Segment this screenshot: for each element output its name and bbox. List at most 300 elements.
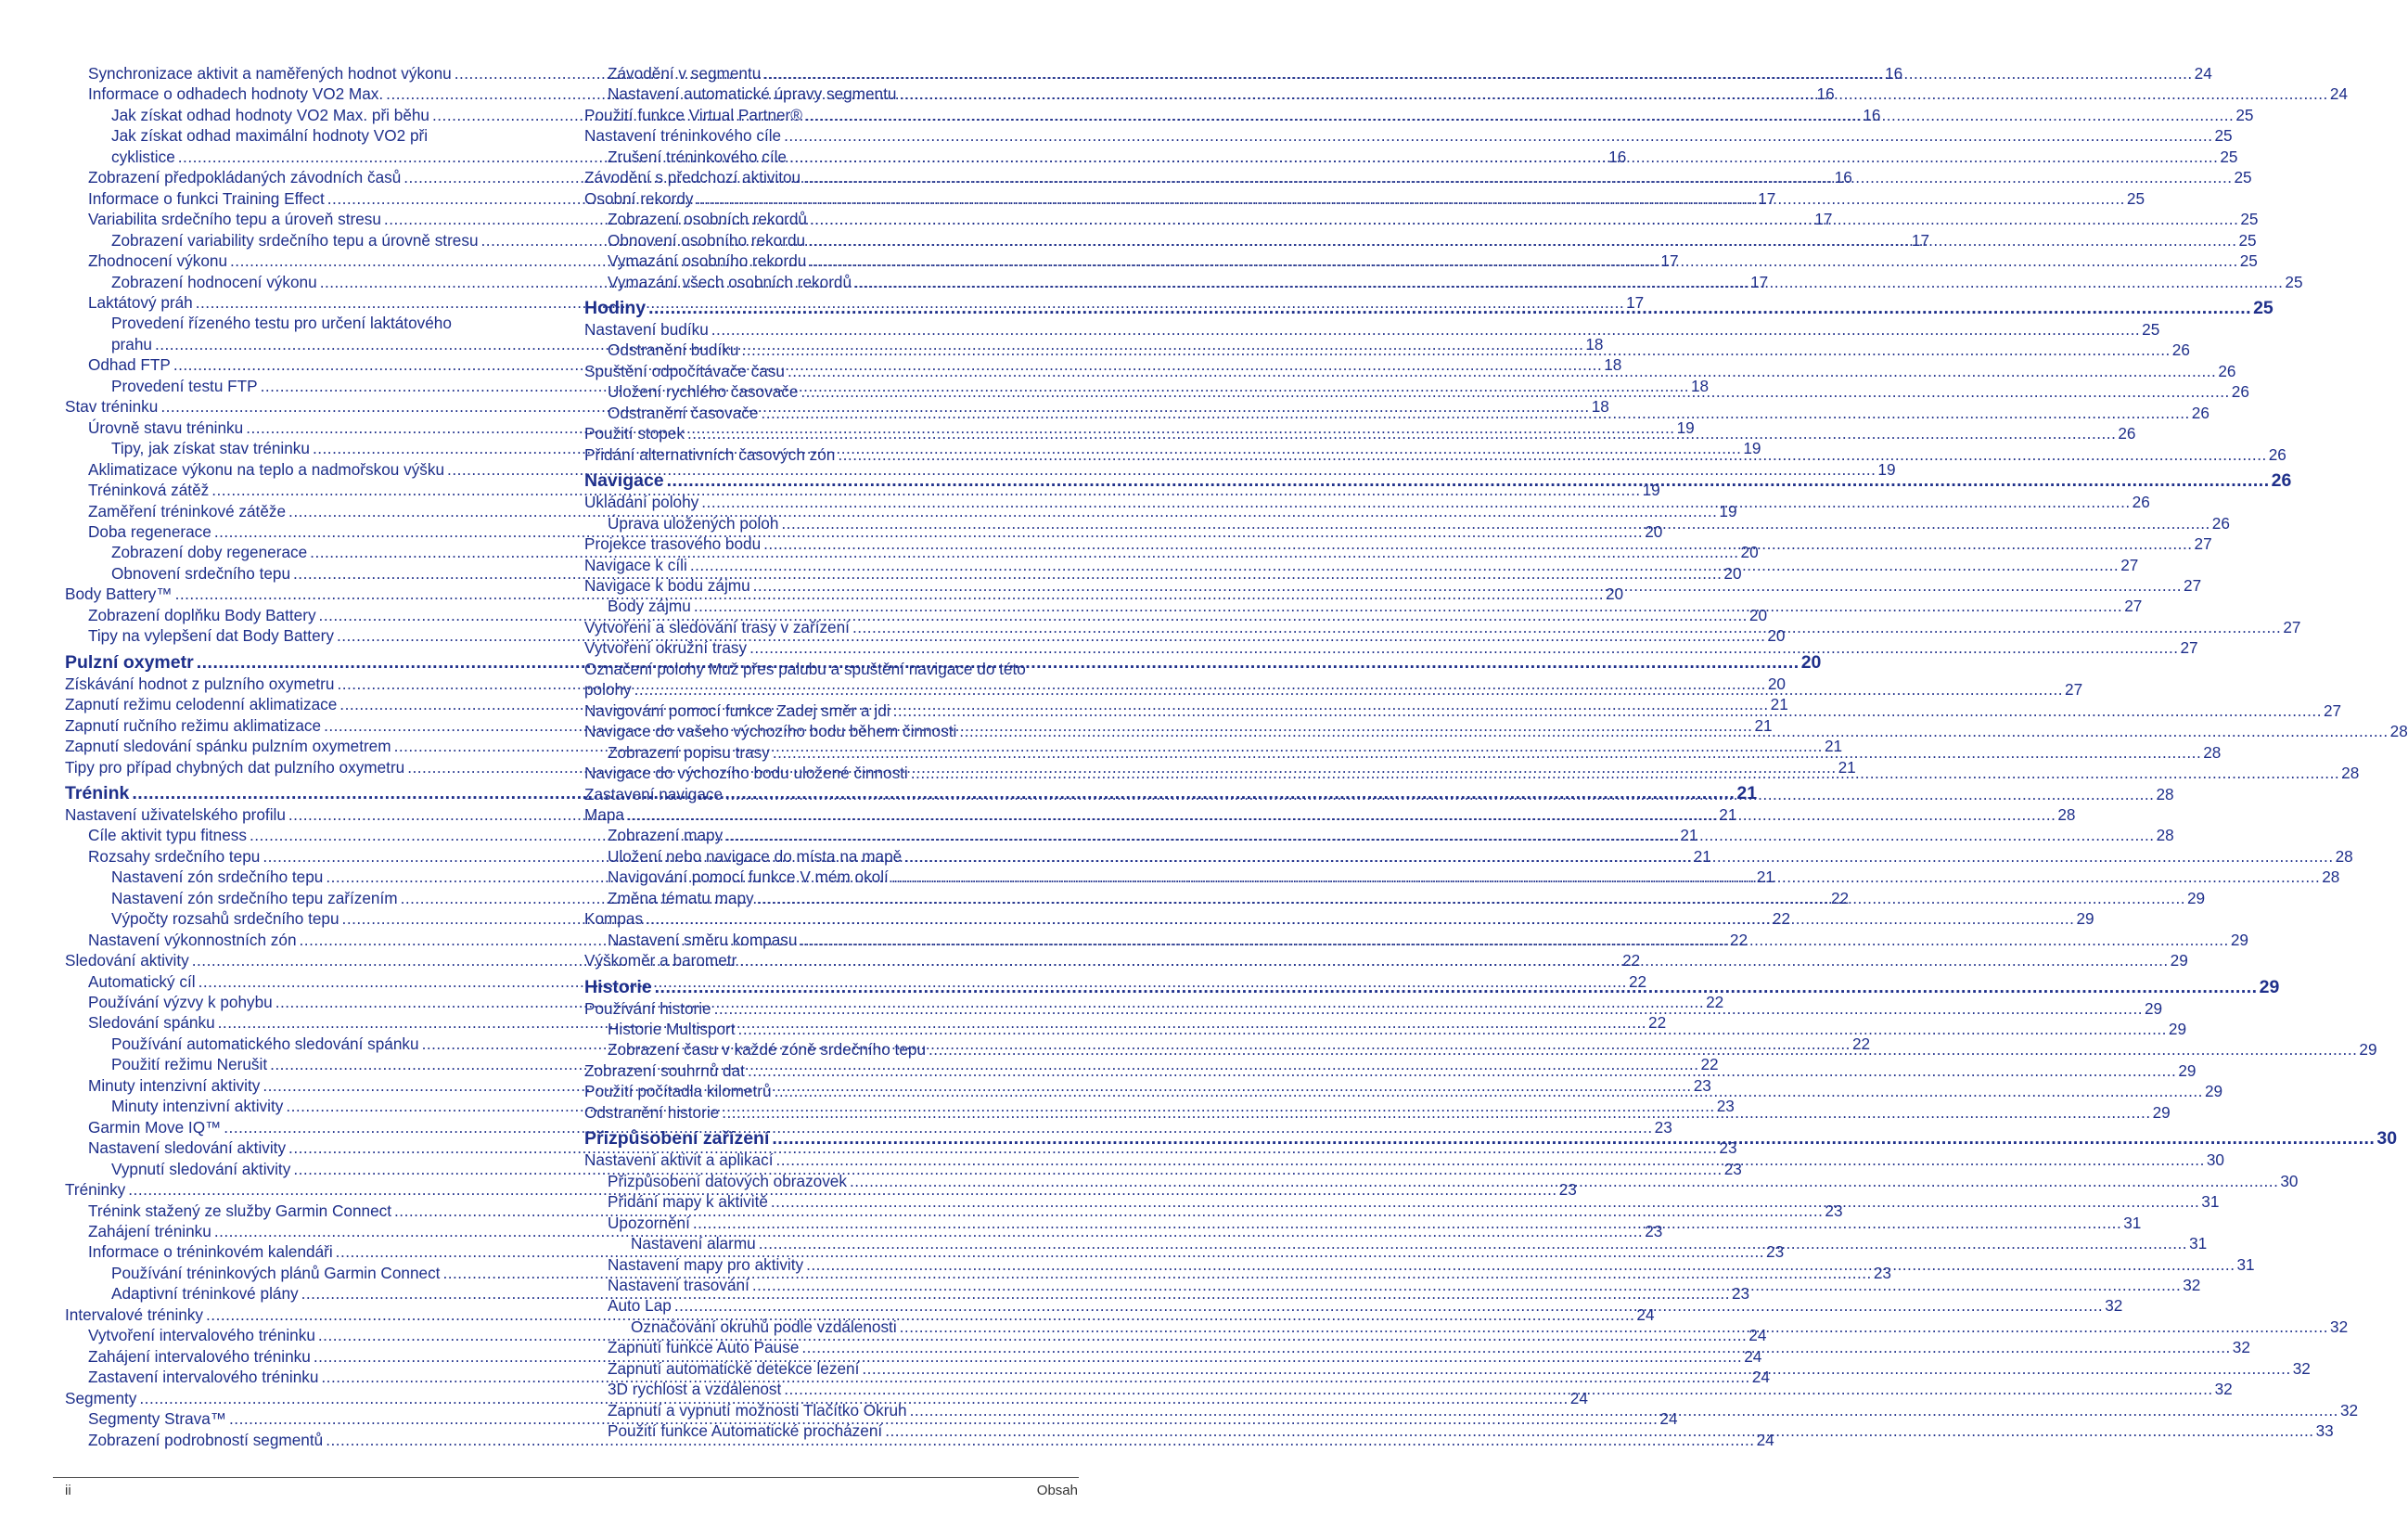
- toc-page-number: 18: [1604, 355, 1622, 375]
- toc-page-number: 24: [1636, 1304, 1655, 1324]
- toc-dot-leader: [805, 105, 2234, 125]
- toc-entry-title: Zobrazení osobních rekordů: [608, 210, 807, 229]
- toc-dot-leader: [687, 423, 2116, 443]
- toc-page-number: 30: [2206, 1150, 2224, 1170]
- toc-page-number: 16: [1885, 64, 1903, 83]
- toc-entry-title: Tipy, jak získat stav tréninku: [111, 439, 310, 458]
- toc-page-number: 29: [2076, 909, 2094, 929]
- toc-entry-title: Nastavení alarmu: [631, 1234, 756, 1253]
- toc-entry-title: Sledování spánku: [88, 1013, 215, 1033]
- toc-entry[interactable]: [65, 459, 1896, 480]
- toc-entry-title: Upozornění: [608, 1213, 690, 1232]
- toc-entry-title: polohy: [584, 680, 632, 700]
- toc-page-number: 29: [2230, 930, 2248, 949]
- toc-page-number: 27: [2124, 597, 2143, 616]
- toc-dot-leader: [646, 908, 2074, 929]
- toc-dot-leader: [809, 251, 2237, 271]
- toc-page-number: 20: [1767, 674, 1786, 693]
- toc-entry-title: Nastavení výkonnostních zón: [88, 930, 297, 949]
- toc-dot-leader: [701, 492, 2130, 512]
- toc-entry-title: Nastavení mapy pro aktivity: [608, 1254, 804, 1274]
- toc-dot-leader: [904, 846, 2333, 867]
- toc-entry-title: Nastavení zón srdečního tepu zařízením: [111, 888, 398, 907]
- toc-page-number: 22: [1622, 951, 1641, 970]
- toc-entry-title: Nastavení trasování: [608, 1276, 749, 1295]
- toc-dot-leader: [749, 637, 2178, 658]
- toc-entry-title: Tipy pro případ chybných dat pulzního oxymetru: [65, 757, 405, 777]
- toc-entry-title: Zobrazení doplňku Body Battery: [88, 605, 316, 624]
- toc-page-number: 29: [2145, 998, 2163, 1018]
- toc-dot-leader: [784, 125, 2212, 146]
- toc-page-number: 24: [1748, 1326, 1767, 1345]
- toc-page-number: 17: [1814, 210, 1833, 229]
- toc-page-number: 25: [2285, 272, 2303, 291]
- toc-dot-leader: [862, 1358, 2290, 1379]
- toc-page-number: 18: [1585, 334, 1604, 353]
- toc-entry-title: Nastavení zón srdečního tepu: [111, 867, 324, 887]
- toc-page-number: 25: [2126, 188, 2145, 208]
- toc-page-number: 20: [1645, 521, 1663, 541]
- toc-page-number: 28: [2156, 784, 2174, 803]
- toc-dot-leader: [789, 147, 2218, 167]
- toc-entry-title: Nastavení sledování aktivity: [88, 1138, 287, 1158]
- toc-entry-title: Navigace do výchozího bodu uložené činnosti: [584, 764, 908, 783]
- toc-entry-title: Přidání alternativních časových zón: [584, 444, 836, 464]
- toc-entry-title: Zobrazení hodnocení výkonu: [111, 272, 317, 291]
- toc-entry-title: Zapnutí sledování spánku pulzním oxymetrem: [65, 737, 391, 756]
- toc-entry[interactable]: [65, 125, 558, 146]
- toc-entry-title: Odstranění budíku: [608, 340, 739, 360]
- toc-entry[interactable]: [65, 1117, 1672, 1137]
- toc-page-number: 26: [2268, 444, 2286, 464]
- toc-entry-title: Navigování pomocí funkce Zadej směr a jdi: [584, 700, 890, 720]
- toc-page-number: 22: [1700, 1055, 1719, 1074]
- toc-page-number: 25: [2234, 168, 2252, 187]
- toc-dot-leader: [752, 1275, 2181, 1295]
- toc-entry-title: Aklimatizace výkonu na teplo a nadmořskou výšku: [88, 459, 445, 479]
- toc-page-number: 32: [2183, 1276, 2201, 1295]
- toc-entry-title: Přizpůsobení zařízení: [584, 1128, 770, 1150]
- toc-page-number: 26: [2271, 470, 2292, 492]
- toc-page-number: 24: [1569, 1388, 1588, 1407]
- toc-entry-title: Označování okruhů podle vzdálenosti: [631, 1317, 897, 1336]
- toc-page-number: 25: [2253, 297, 2274, 318]
- toc-page-number: 32: [2232, 1338, 2250, 1357]
- toc-page-number: 27: [2065, 680, 2083, 700]
- toc-entry[interactable]: [584, 319, 2160, 340]
- toc-page-number: 20: [1723, 563, 1742, 583]
- toc-entry-title: Doba regenerace: [88, 521, 211, 541]
- toc-dot-leader: [759, 1233, 2187, 1253]
- toc-page-number: 21: [1680, 826, 1698, 845]
- toc-dot-leader: [655, 976, 2258, 998]
- toc-page-number: 30: [2280, 1171, 2299, 1190]
- toc-page-number: 21: [1693, 846, 1711, 866]
- toc-dot-leader: [761, 403, 2189, 423]
- toc-entry-title: Používání automatického sledování spánku: [111, 1034, 419, 1053]
- toc-dot-leader: [838, 444, 2266, 465]
- toc-entry-title: Odstranění historie: [584, 1102, 720, 1122]
- toc-entry-title: Použití funkce Automatické procházení: [608, 1421, 883, 1441]
- toc-page-number: 26: [2171, 340, 2190, 360]
- toc-dot-leader: [725, 784, 2154, 804]
- toc-entry-title: Zapnutí režimu celodenní aklimatizace: [65, 695, 338, 714]
- toc-entry-title: Zobrazení doby regenerace: [111, 543, 308, 562]
- toc-entry[interactable]: [584, 637, 2198, 658]
- toc-dot-leader: [773, 742, 2201, 763]
- toc-entry-title: 3D rychlost a vzdálenost: [608, 1380, 782, 1399]
- toc-entry-title: Stav tréninku: [65, 397, 159, 417]
- toc-entry-title: Zaměření tréninkové zátěže: [88, 501, 287, 520]
- toc-page-number: 32: [2214, 1380, 2233, 1399]
- toc-page-number: 24: [1659, 1409, 1678, 1429]
- toc-entry-title: Auto Lap: [608, 1296, 672, 1316]
- toc-page-number: 24: [1751, 1368, 1770, 1387]
- toc-entry-title: Vytvoření a sledování trasy v zařízení: [584, 617, 850, 636]
- toc-dot-leader: [772, 1127, 2375, 1150]
- toc-page-number: 21: [1770, 695, 1788, 714]
- toc-entry-title: Zapnutí automatické detekce lezení: [608, 1358, 860, 1378]
- toc-page-number: 27: [2184, 575, 2202, 595]
- toc-entry-title: Zrušení tréninkového cíle: [608, 147, 787, 166]
- toc-page-number: 19: [1642, 481, 1660, 500]
- toc-entry-title: Nastavení tréninkového cíle: [584, 126, 782, 146]
- toc-entry-title: Nastavení budíku: [584, 319, 709, 339]
- toc-entry-title: Zobrazení mapy: [608, 826, 724, 845]
- toc-page-number: 29: [2178, 1060, 2197, 1080]
- toc-page-number: 25: [2239, 251, 2258, 271]
- toc-entry-title: Segmenty: [65, 1388, 137, 1407]
- toc-page-number: 23: [1723, 1159, 1742, 1178]
- toc-page-number: 29: [2359, 1040, 2377, 1060]
- toc-entry-title: Minuty intenzivní aktivity: [111, 1097, 284, 1116]
- toc-page-number: 17: [1911, 230, 1930, 250]
- toc-entry-title: Kompas: [584, 909, 644, 929]
- toc-page-number: 22: [1830, 888, 1850, 907]
- toc-dot-leader: [911, 763, 2339, 783]
- toc-page-number: 23: [1731, 1284, 1750, 1304]
- toc-dot-leader: [748, 1060, 2176, 1081]
- toc-entry-title: Zapnutí a vypnutí možnosti Tlačítko Okruh: [608, 1400, 907, 1420]
- toc-entry-title: prahu: [111, 334, 152, 353]
- toc-page-number: 27: [2180, 638, 2198, 658]
- toc-page-number: 22: [1772, 909, 1791, 929]
- toc-entry-title: Tréninky: [65, 1180, 126, 1200]
- toc-page-number: 21: [1719, 804, 1737, 824]
- toc-entry-title: Přidání mapy k aktivitě: [608, 1192, 768, 1212]
- toc-page-number: 21: [1756, 867, 1774, 887]
- toc-page-number: 18: [1691, 376, 1710, 395]
- toc-entry-title: Variabilita srdečního tepu a úroveň stresu: [88, 210, 381, 229]
- toc-dot-leader: [711, 319, 2140, 340]
- toc-entry-title: Provedení testu FTP: [111, 376, 258, 395]
- toc-entry-title: Mapa: [584, 804, 624, 824]
- toc-entry-title: Laktátový práh: [88, 292, 193, 312]
- toc-dot-leader: [757, 888, 2185, 908]
- toc-entry-title: Minuty intenzivní aktivity: [88, 1075, 261, 1095]
- toc-page-number: 26: [2218, 361, 2236, 380]
- toc-dot-leader: [893, 700, 2322, 721]
- toc-entry-title: Zahájení tréninku: [88, 1222, 211, 1241]
- toc-page-number: 20: [1767, 626, 1786, 646]
- toc-entry-title: cyklistice: [111, 147, 175, 166]
- toc-dot-leader: [885, 1420, 2313, 1441]
- toc-page-number: 32: [2292, 1358, 2311, 1378]
- toc-entry-title: Přizpůsobení datových obrazovek: [608, 1171, 847, 1190]
- toc-page-number: 28: [2341, 764, 2360, 783]
- toc-dot-leader: [854, 272, 2283, 292]
- toc-dot-leader: [806, 1254, 2235, 1275]
- toc-page-number: 25: [2240, 210, 2259, 229]
- toc-entry-title: Vypnutí sledování aktivity: [111, 1159, 291, 1178]
- toc-entry-title: Úprava uložených poloh: [608, 513, 779, 533]
- toc-entry-title: Rozsahy srdečního tepu: [88, 846, 261, 866]
- toc-page-number: 28: [2203, 742, 2222, 762]
- toc-page-number: 25: [2235, 105, 2254, 124]
- toc-entry-title: Nastavení automatické úpravy segmentu: [608, 84, 897, 104]
- toc-entry-title: Nastavení aktivit a aplikací: [584, 1150, 774, 1170]
- toc-page-number: 31: [2123, 1213, 2142, 1232]
- toc-dot-leader: [722, 1102, 2150, 1123]
- toc-page-number: 26: [2191, 403, 2209, 422]
- toc-entry[interactable]: [584, 659, 1078, 679]
- toc-dot-leader: [763, 533, 2192, 554]
- toc-page-number: 26: [2231, 382, 2249, 402]
- toc-page-number: 32: [2339, 1400, 2359, 1420]
- toc-dot-leader: [800, 930, 2228, 950]
- toc-page-number: 21: [1736, 782, 1758, 803]
- toc-entry-title: Úrovně stavu tréninku: [88, 418, 244, 437]
- toc-page-number: 28: [2156, 826, 2174, 845]
- toc-dot-leader: [891, 867, 2320, 887]
- toc-dot-leader: [900, 1317, 2328, 1337]
- toc-entry-title: Navigování pomocí funkce V mém okolí: [608, 867, 889, 887]
- toc-page-number: 25: [2238, 230, 2257, 250]
- toc-dot-leader: [741, 340, 2170, 360]
- toc-entry-title: Výpočty rozsahů srdečního tepu: [111, 909, 339, 929]
- toc-dot-leader: [899, 84, 2327, 104]
- toc-page-number: 23: [1716, 1097, 1735, 1116]
- toc-dot-leader: [693, 1213, 2121, 1233]
- toc-entry-title: Pulzní oxymetr: [65, 651, 194, 673]
- toc-entry-title: Navigace do vašeho výchozího bodu během činnosti: [584, 722, 957, 741]
- toc-page-number: 18: [1591, 397, 1609, 417]
- toc-dot-leader: [788, 361, 2216, 381]
- toc-dot-leader: [763, 63, 2192, 84]
- toc-page-number: 23: [1654, 1117, 1672, 1137]
- toc-page-number: 25: [2142, 319, 2160, 339]
- toc-entry-title: Sledování aktivity: [65, 951, 189, 970]
- toc-page-number: 17: [1750, 272, 1769, 291]
- toc-page-number: 31: [2201, 1192, 2220, 1212]
- toc-page-number: 32: [2105, 1296, 2123, 1316]
- toc-dot-leader: [694, 596, 2122, 616]
- toc-dot-leader: [910, 1400, 2338, 1420]
- toc-entry-title: Informace o tréninkovém kalendáři: [88, 1242, 333, 1262]
- toc-page-number: 21: [1824, 737, 1843, 756]
- toc-entry-title: Použití režimu Nerušit: [111, 1055, 268, 1074]
- toc-dot-leader: [781, 513, 2209, 533]
- toc-entry-title: Použití funkce Virtual Partner®: [584, 105, 802, 124]
- toc-entry-title: Získávání hodnot z pulzního oxymetru: [65, 674, 335, 693]
- toc-page-number: 21: [1838, 757, 1856, 777]
- toc-entry-title: Navigace k bodu zájmu: [584, 575, 750, 595]
- toc-page-number: 22: [1851, 1034, 1871, 1053]
- toc-page-number: 29: [2152, 1102, 2171, 1122]
- toc-entry-title: Uložení rychlého časovače: [608, 382, 799, 402]
- toc-entry-title: Body zájmu: [608, 597, 691, 616]
- toc-entry-title: Synchronizace aktivit a naměřených hodnot výkonu: [88, 64, 452, 83]
- toc-dot-leader: [959, 721, 2388, 741]
- toc-page-number: 22: [1648, 1013, 1667, 1033]
- toc-entry-title: Body Battery™: [65, 585, 173, 604]
- toc-dot-leader: [714, 998, 2143, 1019]
- toc-page-number: 20: [1800, 651, 1822, 673]
- toc-entry-title: Obnovení srdečního tepu: [111, 563, 291, 583]
- toc-entry-title: Nastavení uživatelského profilu: [65, 804, 286, 824]
- toc-entry-title: Použití počítadla kilometrů: [584, 1082, 772, 1101]
- footer-page-number: ii: [65, 1483, 71, 1498]
- toc-entry[interactable]: [584, 125, 2233, 146]
- toc-dot-leader: [739, 950, 2168, 970]
- toc-dot-leader: [775, 1150, 2204, 1170]
- toc-dot-leader: [634, 679, 2063, 700]
- toc-page-number: 23: [1873, 1263, 1891, 1282]
- toc-dot-leader: [627, 804, 2056, 825]
- toc-page-number: 28: [2057, 804, 2076, 824]
- toc-entry-title: Segmenty Strava™: [88, 1409, 227, 1429]
- toc-dot-leader: [667, 469, 2270, 492]
- toc-dot-leader: [784, 1379, 2212, 1399]
- toc-entry-title: Nastavení směru kompasu: [608, 930, 798, 949]
- toc-page-number: 29: [2204, 1082, 2223, 1101]
- toc-page-number: 17: [1626, 292, 1645, 312]
- toc-dot-leader: [771, 1191, 2199, 1212]
- toc-entry-title: Zobrazení popisu trasy: [608, 742, 770, 762]
- toc-page-number: 22: [1628, 971, 1647, 991]
- toc-entry-title: Uložení nebo navigace do místa na mapě: [608, 846, 903, 866]
- toc-entry-title: Historie: [584, 976, 652, 997]
- toc-entry-title: Jak získat odhad hodnoty VO2 Max. při běhu: [111, 105, 429, 124]
- toc-page-number: 16: [1863, 105, 1881, 124]
- toc-dot-leader: [803, 167, 2232, 187]
- toc-page-number: 22: [1729, 930, 1748, 949]
- toc-entry-title: Zapnutí ručního režimu aklimatizace: [65, 715, 322, 735]
- toc-entry-title: Vymazání všech osobních rekordů: [608, 272, 852, 291]
- toc-entry-title: Projekce trasového bodu: [584, 534, 762, 554]
- toc-page-number: 27: [2194, 534, 2212, 554]
- toc-entry-title: Obnovení osobního rekordu: [608, 230, 806, 250]
- toc-page-number: 27: [2283, 617, 2301, 636]
- toc-dot-leader: [753, 575, 2182, 596]
- toc-page-number: 31: [2236, 1254, 2255, 1274]
- toc-entry-title: Navigace: [584, 470, 664, 492]
- toc-page-number: 25: [2220, 147, 2238, 166]
- toc-entry-title: Hodiny: [584, 297, 647, 318]
- toc-page-number: 26: [2132, 493, 2150, 512]
- toc-page-number: 30: [2376, 1128, 2398, 1150]
- toc-entry-title: Používání tréninkových plánů Garmin Connect: [111, 1263, 441, 1282]
- toc-entry-title: Používání historie: [584, 998, 711, 1018]
- footer-divider: [53, 1477, 1079, 1478]
- toc-entry-title: Provedení řízeného testu pro určení laktátového: [111, 314, 452, 333]
- toc-page-number: 23: [1825, 1201, 1843, 1220]
- toc-page-number: 24: [2194, 64, 2212, 83]
- toc-page-number: 28: [2389, 722, 2408, 741]
- toc-page-number: 28: [2322, 867, 2340, 887]
- toc-entry-title: Označení polohy Muž přes palubu a spuštění navigace do této: [584, 659, 1026, 678]
- toc-entry-title: Tréninková zátěž: [88, 481, 210, 500]
- toc-dot-leader: [674, 1295, 2103, 1316]
- toc-dot-leader: [775, 1081, 2203, 1101]
- toc-entry-title: Jak získat odhad maximální hodnoty VO2 při: [111, 126, 429, 146]
- toc-page-number: 29: [2259, 976, 2280, 997]
- toc-dot-leader: [725, 825, 2154, 845]
- toc-page-number: 24: [1744, 1346, 1762, 1366]
- toc-dot-leader: [850, 1171, 2278, 1191]
- toc-page-number: 17: [1758, 188, 1776, 208]
- toc-entry-title: Intervalové tréninky: [65, 1304, 204, 1324]
- toc-dot-leader: [690, 555, 2119, 575]
- toc-page-number: 22: [1706, 993, 1724, 1012]
- toc-page-number: 29: [2170, 951, 2188, 970]
- toc-page-number: 24: [2329, 84, 2348, 104]
- toc-entry-title: Automatický cíl: [88, 971, 196, 991]
- toc-page-number: 23: [1645, 1222, 1663, 1241]
- toc-page-number: 16: [1608, 147, 1627, 166]
- toc-entry-title: Odstranění časovače: [608, 403, 759, 422]
- toc-entry-title: Navigace k cíli: [584, 555, 687, 574]
- toc-entry-title: Závodění v segmentu: [608, 64, 762, 83]
- toc-page-number: 17: [1660, 251, 1679, 271]
- toc-entry-title: Používání výzvy k pohybu: [88, 993, 273, 1012]
- toc-page-number: 20: [1740, 543, 1759, 562]
- toc-entry-title: Zobrazení podrobností segmentů: [88, 1430, 324, 1449]
- toc-page-number: 29: [2168, 1020, 2187, 1039]
- toc-page-number: 24: [1756, 1430, 1774, 1449]
- toc-page-number: 16: [1834, 168, 1852, 187]
- toc-page-number: 26: [2118, 424, 2136, 443]
- toc-entry-title: Vytvoření intervalového tréninku: [88, 1326, 315, 1345]
- toc-dot-leader: [697, 188, 2125, 209]
- toc-page-number: 28: [2335, 846, 2353, 866]
- toc-page-number: 19: [1676, 418, 1695, 437]
- toc-page-number: 25: [2214, 126, 2233, 146]
- toc-dot-leader: [801, 1337, 2230, 1357]
- toc-entry-title: Tipy na vylepšení dat Body Battery: [88, 626, 334, 646]
- toc-page-number: 27: [2120, 555, 2139, 574]
- toc-entry-title: Osobní rekordy: [584, 188, 694, 208]
- toc-entry-title: Ukládání polohy: [584, 493, 699, 512]
- toc-entry-title: Historie Multisport: [608, 1020, 736, 1039]
- toc-page-number: 33: [2315, 1421, 2334, 1441]
- toc-entry-title: Zhodnocení výkonu: [88, 251, 228, 271]
- toc-page-number: 27: [2323, 700, 2342, 720]
- toc-dot-leader: [648, 297, 2251, 319]
- toc-entry-title: Změna tématu mapy: [608, 888, 754, 907]
- toc-page-number: 23: [1719, 1138, 1737, 1158]
- footer-section-name: Obsah: [1036, 1483, 1078, 1498]
- toc-entry-title: Informace o funkci Training Effect: [88, 188, 325, 208]
- toc-page-number: 19: [1743, 439, 1761, 458]
- toc-entry-title: Zobrazení variability srdečního tepu a úrovně stresu: [111, 230, 479, 250]
- toc-entry[interactable]: [65, 313, 558, 333]
- toc-dot-leader: [929, 1039, 2357, 1060]
- toc-entry-title: Zahájení intervalového tréninku: [88, 1346, 311, 1366]
- toc-entry-title: Zobrazení času v každé zóně srdečního tepu: [608, 1040, 927, 1060]
- toc-page-number: 19: [1877, 459, 1896, 479]
- toc-page-number: 31: [2189, 1234, 2208, 1253]
